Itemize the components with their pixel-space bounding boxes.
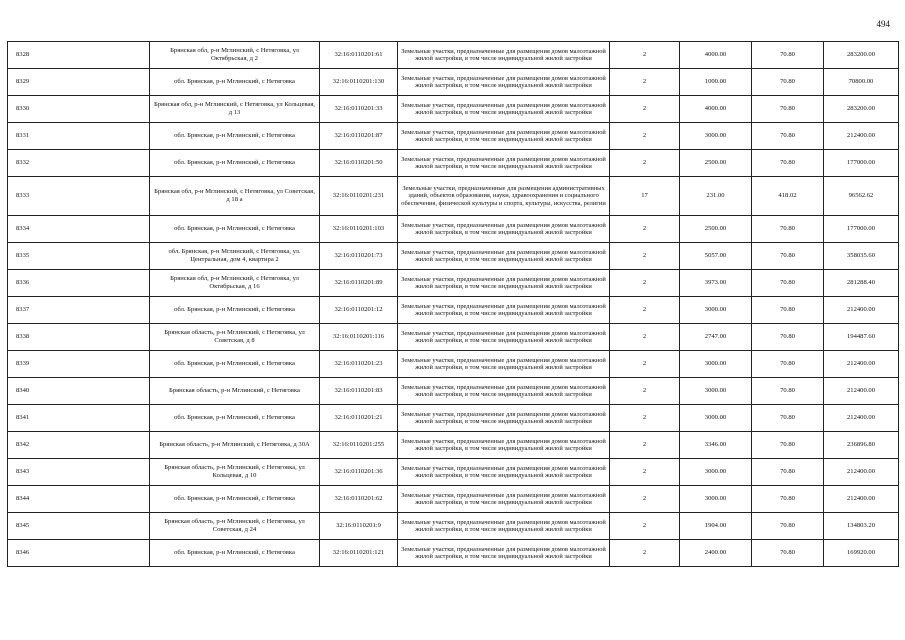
table-row <box>8 96 899 123</box>
row-number: 8340 <box>8 378 150 405</box>
land-use-cell: Земельные участки, предназначенные для размещения домов малоэтажной жилой застройки, в том числе индивидуальной жилой застройки <box>398 270 610 297</box>
cadastral-number-cell: 32:16:0110201:12 <box>320 297 398 324</box>
address-cell: обл. Брянская, р-н Мглинский, с Нетяговка <box>150 540 320 567</box>
cadastral-value-cell: 358035.60 <box>824 243 899 270</box>
area-cell: 3000.00 <box>680 405 752 432</box>
address-cell: Брянская область, р-н Мглинский, с Нетяговка, д 30А <box>150 432 320 459</box>
table-row <box>8 486 899 513</box>
group-cell: 2 <box>610 486 680 513</box>
specific-value-cell: 418.02 <box>752 177 824 216</box>
land-use-cell: Земельные участки, предназначенные для размещения домов малоэтажной жилой застройки, в том числе индивидуальной жилой застройки <box>398 405 610 432</box>
land-use-cell: Земельные участки, предназначенные для размещения домов малоэтажной жилой застройки, в том числе индивидуальной жилой застройки <box>398 42 610 69</box>
row-number: 8329 <box>8 69 150 96</box>
cadastral-value-cell: 212400.00 <box>824 123 899 150</box>
table-row <box>8 378 899 405</box>
area-cell: 3000.00 <box>680 123 752 150</box>
cadastral-number-cell: 32:16:0110201:50 <box>320 150 398 177</box>
cadastral-number-cell: 32:16:0110201:23 <box>320 351 398 378</box>
group-cell: 2 <box>610 270 680 297</box>
table-row <box>8 351 899 378</box>
specific-value-cell: 70.80 <box>752 540 824 567</box>
cadastral-number-cell: 32:16:0110201:130 <box>320 69 398 96</box>
specific-value-cell: 70.80 <box>752 405 824 432</box>
address-cell: Брянская обл, р-н Мглинский, с Нетяговка, ул Октябрьская, д 16 <box>150 270 320 297</box>
area-cell: 2747.00 <box>680 324 752 351</box>
specific-value-cell: 70.80 <box>752 216 824 243</box>
specific-value-cell: 70.80 <box>752 432 824 459</box>
table-row <box>8 243 899 270</box>
address-cell: Брянская обл, р-н Мглинский, с Нетяговка, ул Кольцевая, д 13 <box>150 96 320 123</box>
row-number: 8330 <box>8 96 150 123</box>
area-cell: 4000.00 <box>680 42 752 69</box>
row-number: 8344 <box>8 486 150 513</box>
cadastral-number-cell: 32:16:0110201:116 <box>320 324 398 351</box>
table-row <box>8 69 899 96</box>
land-use-cell: Земельные участки, предназначенные для размещения домов малоэтажной жилой застройки, в том числе индивидуальной жилой застройки <box>398 96 610 123</box>
specific-value-cell: 70.80 <box>752 123 824 150</box>
group-cell: 2 <box>610 540 680 567</box>
address-cell: обл. Брянская, р-н Мглинский, с Нетяговка <box>150 405 320 432</box>
row-number: 8332 <box>8 150 150 177</box>
area-cell: 1000.00 <box>680 69 752 96</box>
group-cell: 2 <box>610 297 680 324</box>
area-cell: 3000.00 <box>680 378 752 405</box>
row-number: 8334 <box>8 216 150 243</box>
cadastral-number-cell: 32:16:0110201:9 <box>320 513 398 540</box>
cadastral-number-cell: 32:16:0110201:62 <box>320 486 398 513</box>
address-cell: Брянская область, р-н Мглинский, с Нетяговка, ул Советская, д 8 <box>150 324 320 351</box>
table-row <box>8 432 899 459</box>
address-cell: Брянская обл, р-н Мглинский, с Нетяговка, ул Октябрьская, д 2 <box>150 42 320 69</box>
specific-value-cell: 70.80 <box>752 69 824 96</box>
cadastral-value-cell: 134803.20 <box>824 513 899 540</box>
cadastral-number-cell: 32:16:0110201:89 <box>320 270 398 297</box>
cadastral-value-cell: 212400.00 <box>824 297 899 324</box>
area-cell: 5057.00 <box>680 243 752 270</box>
group-cell: 2 <box>610 69 680 96</box>
address-cell: обл. Брянская, р-н Мглинский, с Нетяговка <box>150 123 320 150</box>
group-cell: 2 <box>610 432 680 459</box>
land-use-cell: Земельные участки, предназначенные для размещения домов малоэтажной жилой застройки, в том числе индивидуальной жилой застройки <box>398 432 610 459</box>
row-number: 8335 <box>8 243 150 270</box>
area-cell: 2500.00 <box>680 216 752 243</box>
address-cell: Брянская область, р-н Мглинский, с Нетяговка <box>150 378 320 405</box>
specific-value-cell: 70.80 <box>752 513 824 540</box>
group-cell: 17 <box>610 177 680 216</box>
cadastral-number-cell: 32:16:0110201:36 <box>320 459 398 486</box>
cadastral-value-cell: 281288.40 <box>824 270 899 297</box>
row-number: 8341 <box>8 405 150 432</box>
group-cell: 2 <box>610 42 680 69</box>
group-cell: 2 <box>610 405 680 432</box>
table-row <box>8 123 899 150</box>
land-use-cell: Земельные участки, предназначенные для размещения домов малоэтажной жилой застройки, в том числе индивидуальной жилой застройки <box>398 486 610 513</box>
specific-value-cell: 70.80 <box>752 486 824 513</box>
area-cell: 3000.00 <box>680 297 752 324</box>
cadastral-value-cell: 212400.00 <box>824 378 899 405</box>
area-cell: 3973.00 <box>680 270 752 297</box>
specific-value-cell: 70.80 <box>752 96 824 123</box>
group-cell: 2 <box>610 324 680 351</box>
cadastral-value-cell: 96562.62 <box>824 177 899 216</box>
cadastral-number-cell: 32:16:0110201:255 <box>320 432 398 459</box>
table-row <box>8 405 899 432</box>
row-number: 8336 <box>8 270 150 297</box>
specific-value-cell: 70.80 <box>752 351 824 378</box>
cadastral-value-cell: 212400.00 <box>824 405 899 432</box>
group-cell: 2 <box>610 378 680 405</box>
land-use-cell: Земельные участки, предназначенные для размещения домов малоэтажной жилой застройки, в том числе индивидуальной жилой застройки <box>398 378 610 405</box>
table-row <box>8 297 899 324</box>
land-use-cell: Земельные участки, предназначенные для размещения домов малоэтажной жилой застройки, в том числе индивидуальной жилой застройки <box>398 216 610 243</box>
area-cell: 3000.00 <box>680 486 752 513</box>
table-row <box>8 177 899 216</box>
row-number: 8345 <box>8 513 150 540</box>
specific-value-cell: 70.80 <box>752 459 824 486</box>
cadastral-value-cell: 169920.00 <box>824 540 899 567</box>
table-row <box>8 150 899 177</box>
land-use-cell: Земельные участки, предназначенные для размещения домов малоэтажной жилой застройки, в том числе индивидуальной жилой застройки <box>398 540 610 567</box>
cadastral-value-cell: 236896.80 <box>824 432 899 459</box>
group-cell: 2 <box>610 216 680 243</box>
row-number: 8346 <box>8 540 150 567</box>
row-number: 8343 <box>8 459 150 486</box>
cadastral-value-cell: 283200.00 <box>824 96 899 123</box>
group-cell: 2 <box>610 351 680 378</box>
address-cell: обл. Брянская, р-н Мглинский, с Нетяговка <box>150 486 320 513</box>
cadastral-value-cell: 212400.00 <box>824 486 899 513</box>
row-number: 8338 <box>8 324 150 351</box>
address-cell: обл. Брянская, р-н Мглинский, с Нетяговка <box>150 351 320 378</box>
land-use-cell: Земельные участки, предназначенные для размещения домов малоэтажной жилой застройки, в том числе индивидуальной жилой застройки <box>398 243 610 270</box>
table-row <box>8 324 899 351</box>
area-cell: 4000.00 <box>680 96 752 123</box>
cadastral-number-cell: 32:16:0110201:33 <box>320 96 398 123</box>
row-number: 8333 <box>8 177 150 216</box>
cadastral-number-cell: 32:16:0110201:231 <box>320 177 398 216</box>
table-row <box>8 459 899 486</box>
row-number: 8331 <box>8 123 150 150</box>
page-number: 494 <box>876 19 890 29</box>
row-number: 8342 <box>8 432 150 459</box>
address-cell: Брянская обл, р-н Мглинский, с Нетяговка, ул Советская, д 18 а <box>150 177 320 216</box>
specific-value-cell: 70.80 <box>752 378 824 405</box>
group-cell: 2 <box>610 513 680 540</box>
row-number: 8339 <box>8 351 150 378</box>
specific-value-cell: 70.80 <box>752 297 824 324</box>
cadastral-value-cell: 177000.00 <box>824 150 899 177</box>
table-row <box>8 270 899 297</box>
cadastral-number-cell: 32:16:0110201:21 <box>320 405 398 432</box>
specific-value-cell: 70.80 <box>752 324 824 351</box>
table-body <box>8 42 899 567</box>
land-use-cell: Земельные участки, предназначенные для размещения домов малоэтажной жилой застройки, в том числе индивидуальной жилой застройки <box>398 123 610 150</box>
specific-value-cell: 70.80 <box>752 42 824 69</box>
table-row <box>8 42 899 69</box>
area-cell: 1904.00 <box>680 513 752 540</box>
land-use-cell: Земельные участки, предназначенные для размещения домов малоэтажной жилой застройки, в том числе индивидуальной жилой застройки <box>398 69 610 96</box>
group-cell: 2 <box>610 243 680 270</box>
cadastral-number-cell: 32:16:0110201:83 <box>320 378 398 405</box>
group-cell: 2 <box>610 150 680 177</box>
cadastral-value-cell: 212400.00 <box>824 459 899 486</box>
specific-value-cell: 70.80 <box>752 150 824 177</box>
row-number: 8337 <box>8 297 150 324</box>
land-use-cell: Земельные участки, предназначенные для размещения домов малоэтажной жилой застройки, в том числе индивидуальной жилой застройки <box>398 513 610 540</box>
land-use-cell: Земельные участки, предназначенные для размещения домов малоэтажной жилой застройки, в том числе индивидуальной жилой застройки <box>398 351 610 378</box>
cadastral-value-cell: 194487.60 <box>824 324 899 351</box>
land-use-cell: Земельные участки, предназначенные для размещения домов малоэтажной жилой застройки, в том числе индивидуальной жилой застройки <box>398 459 610 486</box>
table-row <box>8 216 899 243</box>
cadastral-value-cell: 212400.00 <box>824 351 899 378</box>
cadastral-value-cell: 70800.00 <box>824 69 899 96</box>
area-cell: 2400.00 <box>680 540 752 567</box>
cadastral-number-cell: 32:16:0110201:121 <box>320 540 398 567</box>
group-cell: 2 <box>610 96 680 123</box>
group-cell: 2 <box>610 123 680 150</box>
area-cell: 3346.00 <box>680 432 752 459</box>
cadastral-number-cell: 32:16:0110201:87 <box>320 123 398 150</box>
area-cell: 231.00 <box>680 177 752 216</box>
cadastral-number-cell: 32:16:0110201:73 <box>320 243 398 270</box>
land-use-cell: Земельные участки, предназначенные для размещения домов малоэтажной жилой застройки, в том числе индивидуальной жилой застройки <box>398 297 610 324</box>
group-cell: 2 <box>610 459 680 486</box>
cadastral-value-cell: 283200.00 <box>824 42 899 69</box>
specific-value-cell: 70.80 <box>752 243 824 270</box>
area-cell: 3000.00 <box>680 351 752 378</box>
row-number: 8328 <box>8 42 150 69</box>
area-cell: 3000.00 <box>680 459 752 486</box>
address-cell: обл. Брянская, р-н Мглинский, с Нетяговка <box>150 69 320 96</box>
address-cell: обл. Брянская, р-н Мглинский, с Нетяговка <box>150 216 320 243</box>
cadastral-value-table <box>7 41 899 567</box>
cadastral-number-cell: 32:16:0110201:61 <box>320 42 398 69</box>
address-cell: Брянская область, р-н Мглинский, с Нетяговка, ул Кольцевая, д 10 <box>150 459 320 486</box>
address-cell: обл. Брянская, р-н Мглинский, с Нетяговка <box>150 297 320 324</box>
cadastral-number-cell: 32:16:0110201:103 <box>320 216 398 243</box>
area-cell: 2500.00 <box>680 150 752 177</box>
land-use-cell: Земельные участки, предназначенные для размещения административных зданий, объектов образования, науки, здравоохранения и социального обеспечения, физической культуры и спорта, культуры, искусства, религии <box>398 177 610 216</box>
cadastral-value-cell: 177000.00 <box>824 216 899 243</box>
land-use-cell: Земельные участки, предназначенные для размещения домов малоэтажной жилой застройки, в том числе индивидуальной жилой застройки <box>398 150 610 177</box>
table-row <box>8 513 899 540</box>
address-cell: обл. Брянская, р-н Мглинский, с Нетяговка <box>150 150 320 177</box>
specific-value-cell: 70.80 <box>752 270 824 297</box>
table-row <box>8 540 899 567</box>
address-cell: Брянская область, р-н Мглинский, с Нетяговка, ул Советская, д 24 <box>150 513 320 540</box>
land-use-cell: Земельные участки, предназначенные для размещения домов малоэтажной жилой застройки, в том числе индивидуальной жилой застройки <box>398 324 610 351</box>
address-cell: обл. Брянская, р-н Мглинский, с Нетяговка, ул. Центральная, дом 4, квартира 2 <box>150 243 320 270</box>
